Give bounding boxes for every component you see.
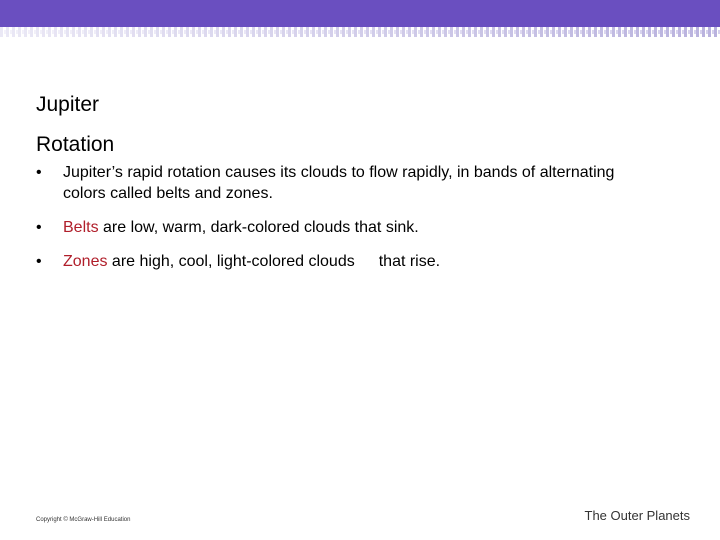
bullet-icon: • [36, 253, 42, 270]
copyright-notice: Copyright © McGraw-Hill Education [36, 517, 131, 523]
header-bar [0, 0, 720, 27]
term-zones: Zones [63, 253, 108, 270]
slide-subtitle: Rotation [36, 133, 115, 156]
bullet-icon: • [36, 219, 42, 236]
footer-section-title: The Outer Planets [584, 508, 690, 523]
list-item [36, 251, 636, 272]
list-item [36, 217, 636, 238]
bullet-list [36, 162, 636, 285]
list-item [36, 162, 636, 204]
slide-title: Jupiter [36, 93, 100, 116]
bullet-text: Jupiter’s rapid rotation causes its clouds to flow rapidly, in bands of alternating colors called belts and zones. [63, 164, 615, 202]
bullet-text: are low, warm, dark-colored clouds that sink. [98, 219, 419, 236]
bullet-text: are high, cool, light-colored clouds [107, 253, 355, 270]
bullet-icon: • [36, 164, 42, 181]
term-belts: Belts [63, 219, 99, 236]
header-dash-pattern [0, 27, 720, 37]
bullet-text-tail: that rise. [378, 253, 441, 270]
